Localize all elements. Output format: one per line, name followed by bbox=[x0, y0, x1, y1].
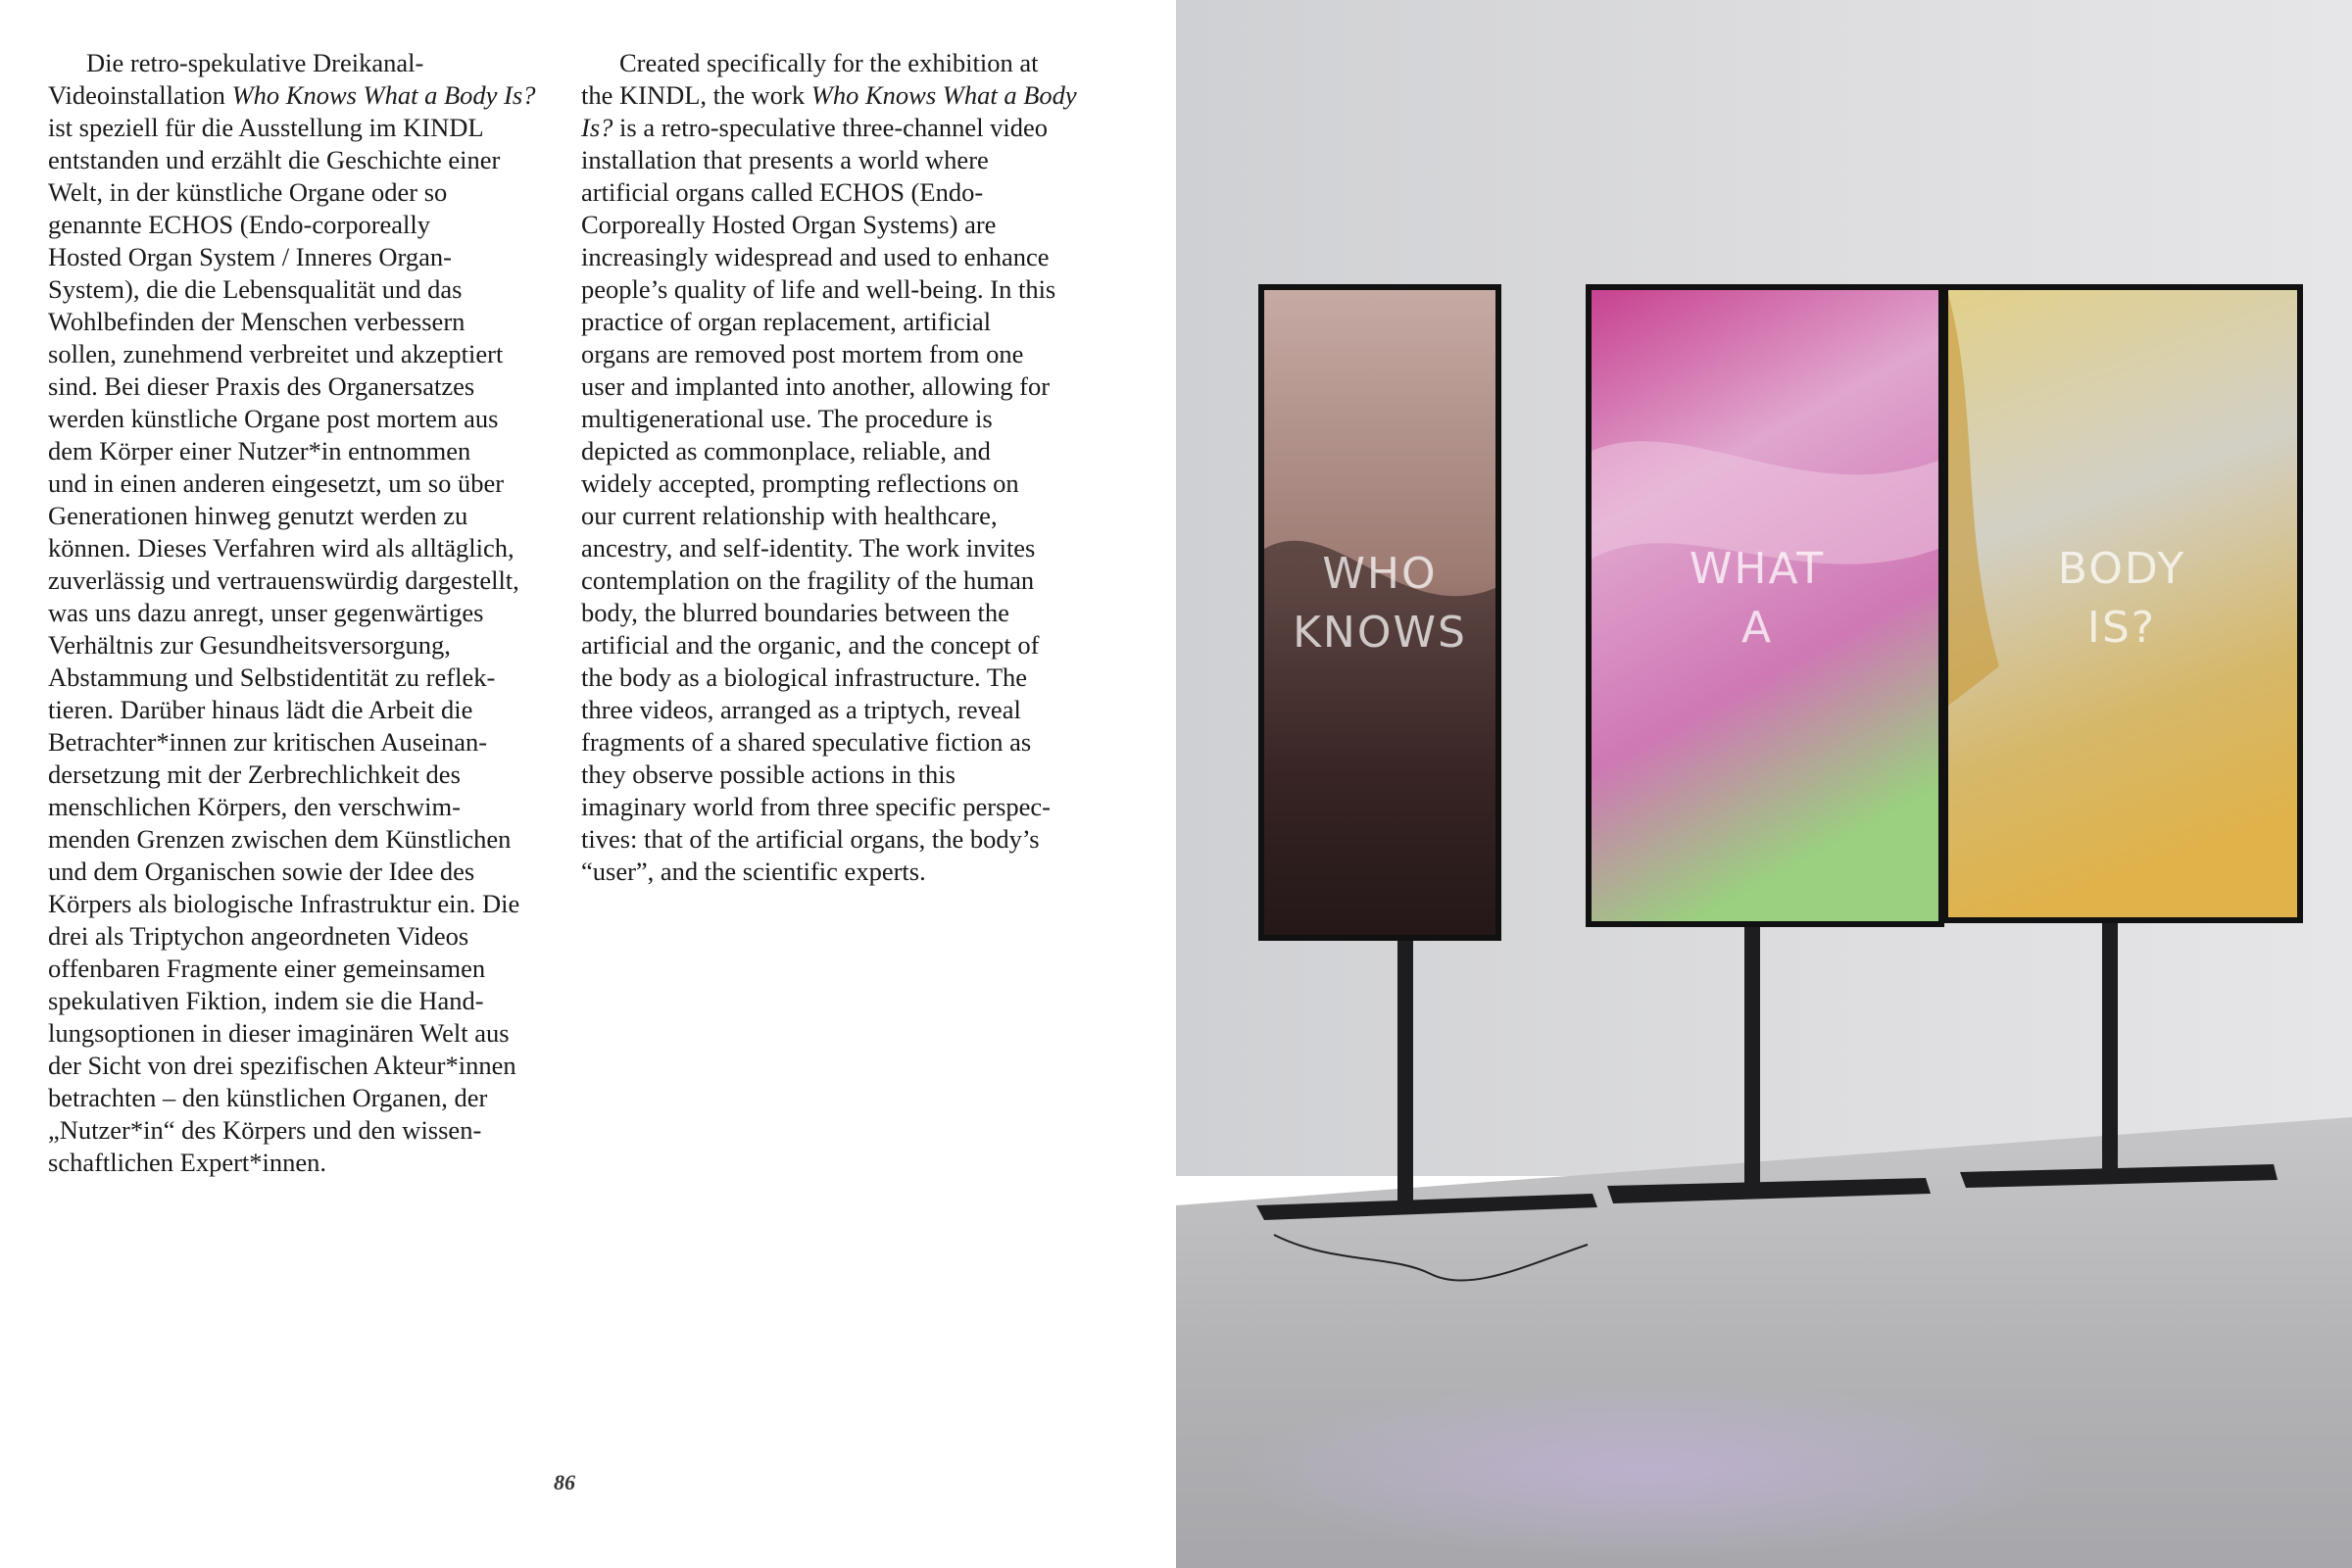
english-text-line: ancestry, and self-identity. The work invites bbox=[581, 533, 1036, 563]
right-page bbox=[1176, 0, 2352, 1568]
screen-left-line-1: WHO bbox=[1322, 549, 1438, 599]
german-text-line: Welt, in der künstliche Organe oder so bbox=[48, 177, 448, 207]
german-text-line: der Sicht von drei spezifischen Akteur*innen bbox=[48, 1051, 516, 1080]
english-text-line: body, the blurred boundaries between the bbox=[581, 598, 1009, 627]
english-text-line: contemplation on the fragility of the human bbox=[581, 565, 1035, 595]
english-text-line: “user”, and the scientific experts. bbox=[581, 857, 926, 886]
english-text-line: Corporeally Hosted Organ Systems) are bbox=[581, 210, 997, 239]
german-text-line: genannte ECHOS (Endo-corporeally bbox=[48, 210, 431, 239]
installation-photo bbox=[1176, 0, 2352, 1568]
german-text-line: menschlichen Körpers, den verschwim- bbox=[48, 792, 461, 821]
german-text-line: Abstammung und Selbstidentität zu reflek- bbox=[48, 662, 496, 692]
screen-left-line-2: KNOWS bbox=[1293, 608, 1467, 658]
english-text-column bbox=[581, 47, 1101, 888]
english-text-line: practice of organ replacement, artificial bbox=[581, 307, 992, 336]
english-text-line: people’s quality of life and well-being. In this bbox=[581, 274, 1056, 304]
german-text-line: Betrachter*innen zur kritischen Auseinan- bbox=[48, 727, 488, 757]
german-text-line: schaftlichen Expert*innen. bbox=[48, 1148, 327, 1177]
screen-right bbox=[1942, 284, 2303, 923]
german-text-line: können. Dieses Verfahren wird als alltäglich, bbox=[48, 533, 514, 563]
english-text-line: organs are removed post mortem from one bbox=[581, 339, 1024, 368]
german-text-line: Die retro-spekulative Dreikanal- bbox=[86, 48, 424, 77]
english-text-line: widely accepted, prompting reflections on bbox=[581, 468, 1019, 498]
english-text-line: multigenerational use. The procedure is bbox=[581, 404, 993, 433]
german-text-line: Wohlbefinden der Menschen verbessern bbox=[48, 307, 466, 336]
english-text-line: the body as a biological infrastructure. The bbox=[581, 662, 1028, 692]
german-text-line: Körpers als biologische Infrastruktur ein. Die bbox=[48, 889, 520, 918]
german-text-line: lungsoptionen in dieser imaginären Welt aus bbox=[48, 1018, 510, 1048]
screen-middle-line-2: A bbox=[1740, 603, 1774, 653]
german-text-line: und dem Organischen sowie der Idee des bbox=[48, 857, 475, 886]
screen-middle-line-1: WHAT bbox=[1689, 544, 1826, 594]
floor-reflection bbox=[1235, 1382, 2058, 1558]
german-text-line: Generationen hinweg genutzt werden zu bbox=[48, 501, 468, 530]
english-text-line: artificial and the organic, and the concept of bbox=[581, 630, 1040, 660]
german-text-line: offenbaren Fragmente einer gemeinsamen bbox=[48, 954, 486, 983]
german-text-line: betrachten – den künstlichen Organen, der bbox=[48, 1083, 488, 1112]
german-text-line: drei als Triptychon angeordneten Videos bbox=[48, 921, 469, 951]
german-text-line: zuverlässig und vertrauenswürdig dargestellt, bbox=[48, 565, 519, 595]
german-text-line: „Nutzer*in“ des Körpers und den wissen- bbox=[48, 1115, 482, 1145]
german-text-line: was uns dazu anregt, unser gegenwärtiges bbox=[48, 598, 484, 627]
german-text-line: dem Körper einer Nutzer*in entnommen bbox=[48, 436, 471, 466]
english-text-line: tives: that of the artificial organs, the body’s bbox=[581, 824, 1040, 854]
german-text-line: Hosted Organ System / Inneres Organ- bbox=[48, 242, 452, 271]
english-text-line: Is? is a retro-speculative three-channel video bbox=[581, 113, 1049, 142]
english-text-line: the KINDL, the work Who Knows What a Body bbox=[581, 80, 1077, 110]
english-text-line: fragments of a shared speculative fiction as bbox=[581, 727, 1032, 757]
english-text-line: our current relationship with healthcare, bbox=[581, 501, 998, 530]
german-text-line: dersetzung mit der Zerbrechlichkeit des bbox=[48, 760, 461, 789]
german-text-line: entstanden und erzählt die Geschichte einer bbox=[48, 145, 501, 174]
german-text-line: Verhältnis zur Gesundheitsversorgung, bbox=[48, 630, 451, 660]
german-text-line: sollen, zunehmend verbreitet und akzeptiert bbox=[48, 339, 504, 368]
english-text-line: installation that presents a world where bbox=[581, 145, 989, 174]
screen-right-line-1: BODY bbox=[2057, 544, 2186, 594]
german-text-line: ist speziell für die Ausstellung im KINDL bbox=[48, 113, 484, 142]
english-text-line: they observe possible actions in this bbox=[581, 760, 956, 789]
screen-right-line-2: IS? bbox=[2086, 603, 2157, 653]
english-text-line: depicted as commonplace, reliable, and bbox=[581, 436, 991, 466]
screen-middle bbox=[1586, 284, 1944, 927]
english-text-line: increasingly widespread and used to enhance bbox=[581, 242, 1050, 271]
german-text-line: spekulativen Fiktion, indem sie die Hand- bbox=[48, 986, 484, 1015]
english-text-line: user and implanted into another, allowing for bbox=[581, 371, 1051, 401]
english-text-line: Created specifically for the exhibition at bbox=[619, 48, 1039, 77]
screen-left bbox=[1258, 284, 1501, 941]
german-text-line: tieren. Darüber hinaus lädt die Arbeit die bbox=[48, 695, 473, 724]
german-text-line: werden künstliche Organe post mortem aus bbox=[48, 404, 499, 433]
german-text-line: sind. Bei dieser Praxis des Organersatzes bbox=[48, 371, 475, 401]
german-text-column bbox=[48, 47, 567, 1179]
page-number: 86 bbox=[554, 1470, 575, 1494]
english-text-line: imaginary world from three specific perspec- bbox=[581, 792, 1052, 821]
english-text-line: artificial organs called ECHOS (Endo- bbox=[581, 177, 984, 207]
german-text-line: Videoinstallation Who Knows What a Body Is? bbox=[48, 80, 536, 110]
english-text-line: three videos, arranged as a triptych, reveal bbox=[581, 695, 1021, 724]
german-text-line: System), die die Lebensqualität und das bbox=[48, 274, 463, 304]
german-text-line: menden Grenzen zwischen dem Künstlichen bbox=[48, 824, 512, 854]
german-text-line: und in einen anderen eingesetzt, um so über bbox=[48, 468, 505, 498]
